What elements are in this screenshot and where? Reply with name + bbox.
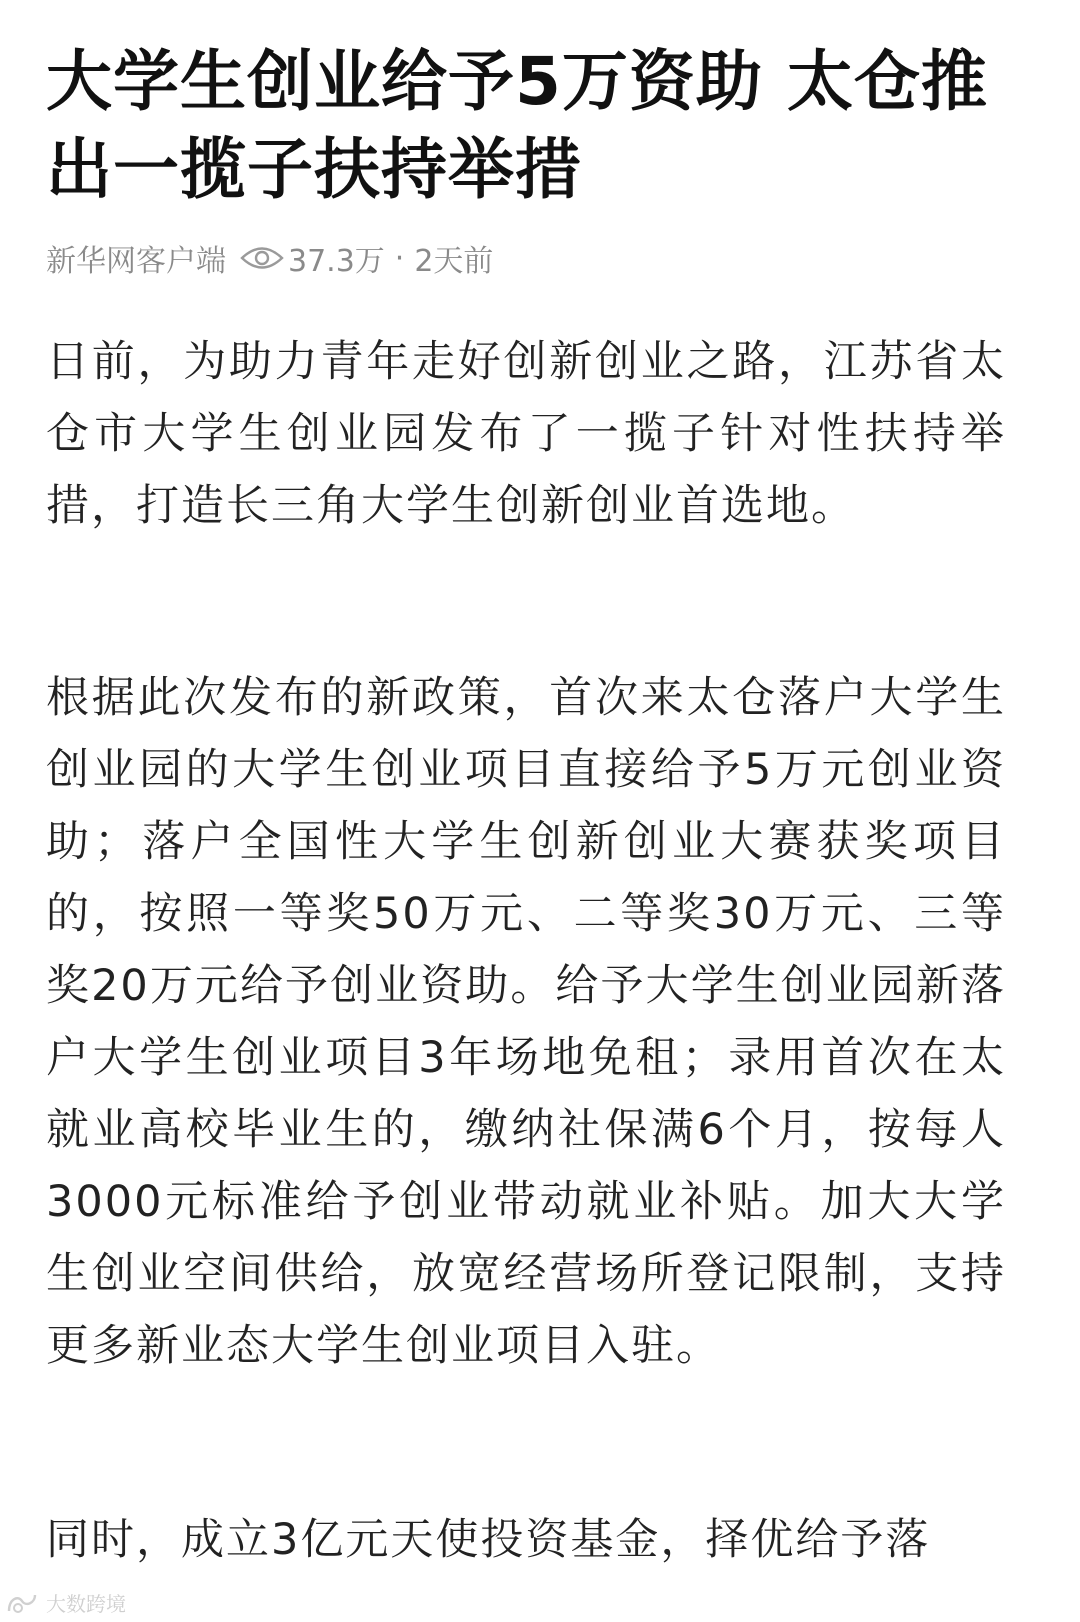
view-count: 37.3万 xyxy=(288,244,385,279)
watermark-logo-icon xyxy=(6,1591,40,1615)
watermark xyxy=(6,1588,126,1617)
eye-icon xyxy=(240,243,284,273)
article-title: 大学生创业给予5万资助 太仓推出一揽子扶持举措 xyxy=(46,43,988,208)
meta-separator: · xyxy=(394,240,405,276)
paragraph-1: 日前，为助力青年走好创新创业之路，江苏省太仓市大学生创业园发布了一揽子针对性扶持举措，打造长三角大学生创新创业首选地。 xyxy=(46,337,1006,531)
source-label[interactable]: 新华网客户端 xyxy=(46,244,226,279)
watermark-text: 大数跨境 xyxy=(46,1592,126,1616)
paragraph-3: 同时，成立3亿元天使投资基金，择优给予落 xyxy=(46,1515,931,1565)
paragraph-2: 根据此次发布的新政策，首次来太仓落户大学生创业园的大学生创业项目直接给予5万元创业资助；落户全国性大学生创新创业大赛获奖项目的，按照一等奖50万元、二等奖30万元、三等奖20万元给予创业资助。给予大学生创业园新落户大学生创业项目3年场地免租；录用首次在太就业高校毕业生的，缴纳社保满6个月，按每人3000元标准给予创业带动就业补贴。加大大学生创业空间供给，放宽经营场所登记限制，支持更多新业态大学生创业项目入驻。 xyxy=(46,673,1006,1371)
article-meta xyxy=(46,236,493,280)
publish-time: 2天前 xyxy=(414,244,494,279)
